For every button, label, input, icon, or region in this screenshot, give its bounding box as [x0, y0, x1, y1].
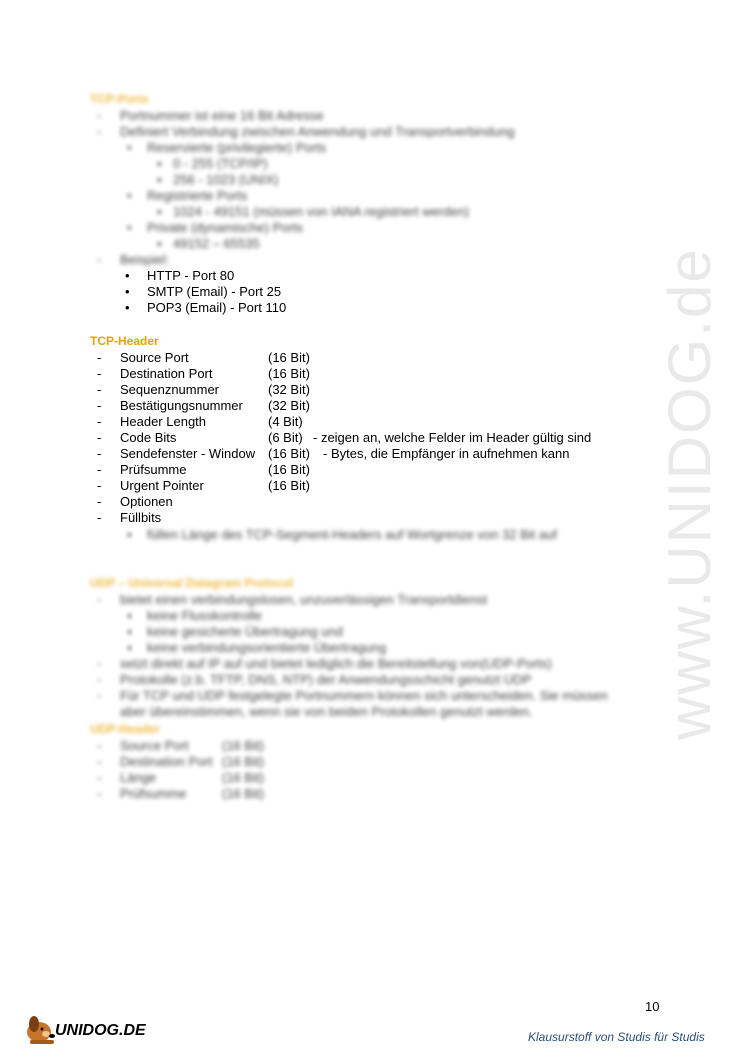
- list-item: - bietet einen verbindungslosen, unzuverlässigen Transportdienst: [97, 592, 488, 607]
- list-item: • Reservierte (privilegierte) Ports: [127, 140, 327, 155]
- page-number: 10: [645, 999, 660, 1014]
- list-item: - Für TCP und UDP festgelegte Portnummern können sich unterscheiden. Sie müssen: [97, 688, 608, 703]
- table-row: - Destination Port (16 Bit): [97, 366, 310, 381]
- table-row: - Prüfsumme (16 Bit): [97, 462, 310, 477]
- udp-heading: UDP – Universal Datagram Protocol: [90, 576, 294, 590]
- table-row: - Sequenznummer (32 Bit): [97, 382, 310, 397]
- list-item: - Protokolle (z.b. TFTP, DNS, NTP) der Anwendungsschicht genutzt UDP: [97, 672, 532, 687]
- list-item: - Beispiel:: [97, 252, 170, 267]
- udp-header-heading: UDP-Header: [90, 722, 161, 736]
- list-item: ▪ 1024 - 49151 (müssen von IANA registriert werden): [157, 204, 470, 219]
- list-item: • Private (dynamische) Ports: [127, 220, 304, 235]
- tcp-header-heading: TCP-Header: [90, 334, 159, 348]
- list-item: - setzt direkt auf IP auf und bietet lediglich die Bereitstellung von(UDP-Ports): [97, 656, 552, 671]
- list-item: ▪ keine gesicherte Übertragung und: [127, 624, 343, 639]
- watermark: www.UNIDOG.de: [656, 247, 723, 740]
- list-item: ▪ 0 - 255 (TCP/IP): [157, 156, 268, 171]
- logo-text: UNIDOG.DE: [55, 1022, 146, 1039]
- list-item: ▪ keine Flusskontrolle: [127, 608, 262, 623]
- list-item: ▪ 49152 – 65535: [157, 236, 260, 251]
- table-row: - Source Port (16 Bit): [97, 738, 264, 753]
- footer-tagline: Klausurstoff von Studis für Studis: [528, 1030, 705, 1044]
- table-row: - Länge (16 Bit): [97, 770, 264, 785]
- table-row: - Code Bits (6 Bit) - zeigen an, welche Felder im Header gültig sind: [97, 430, 592, 445]
- table-row: - Header Length (4 Bit): [97, 414, 303, 429]
- example-item: • SMTP (Email) - Port 25: [125, 284, 282, 299]
- table-row: - Destination Port (16 Bit): [97, 754, 264, 769]
- list-item: ▪ keine verbindungsorientierte Übertragung: [127, 640, 387, 655]
- list-item: ▪ füllen Länge des TCP-Segment-Headers auf Wortgrenze von 32 Bit auf: [127, 527, 557, 542]
- list-item: - Portnummer ist eine 16 Bit Adresse: [97, 108, 324, 123]
- table-row: - Füllbits: [97, 510, 162, 525]
- table-row: - Prüfsumme (16 Bit): [97, 786, 264, 801]
- list-item: - Definiert Verbindung zwischen Anwendung und Transportverbindung: [97, 124, 515, 139]
- table-row: - Optionen: [97, 494, 173, 509]
- tcp-ports-heading: TCP-Ports: [90, 92, 149, 106]
- list-item: • Registrierte Ports: [127, 188, 248, 203]
- example-item: • HTTP - Port 80: [125, 268, 235, 283]
- table-row: - Bestätigungsnummer (32 Bit): [97, 398, 310, 413]
- list-item: aber übereinstimmen, wenn sie von beiden Protokollen genutzt werden.: [120, 704, 533, 719]
- list-item: ▪ 256 - 1023 (UNIX): [157, 172, 279, 187]
- example-item: • POP3 (Email) - Port 110: [125, 300, 287, 315]
- table-row: - Source Port (16 Bit): [97, 350, 310, 365]
- table-row: - Sendefenster - Window (16 Bit) - Bytes, die Empfänger in aufnehmen kann: [97, 446, 570, 461]
- table-row: - Urgent Pointer (16 Bit): [97, 478, 310, 493]
